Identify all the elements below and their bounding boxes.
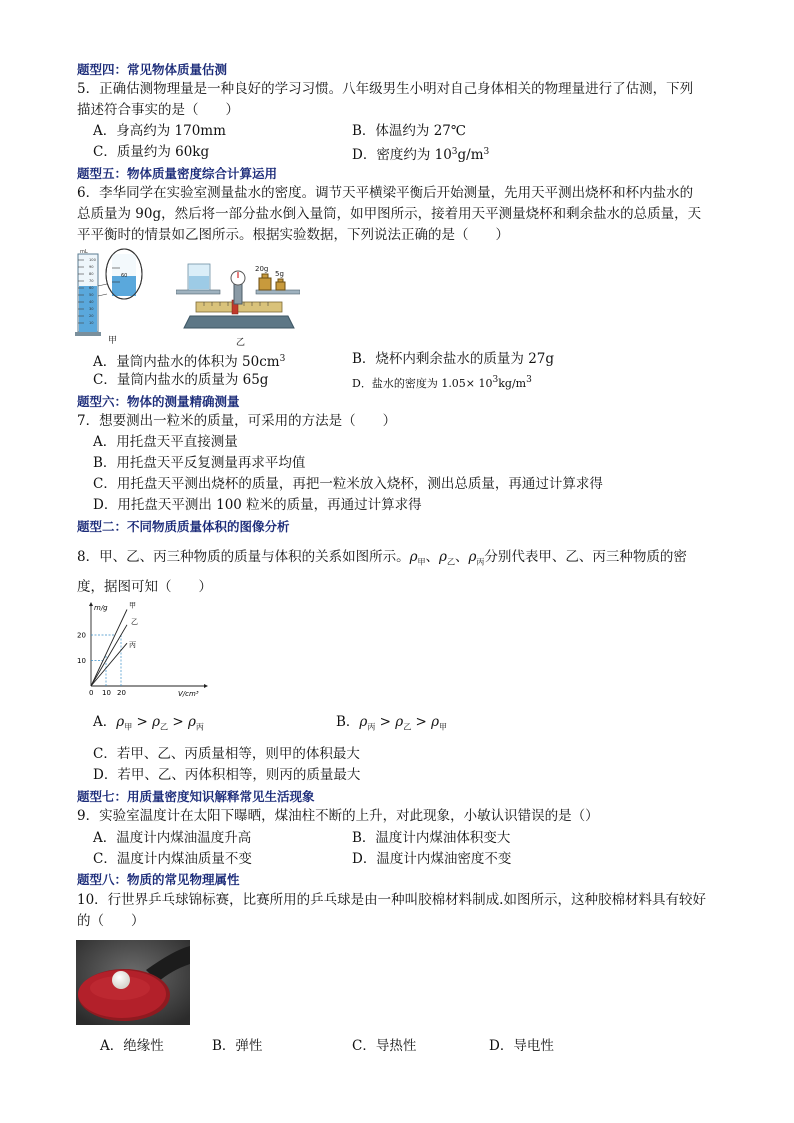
svg-text:100: 100 xyxy=(89,258,96,262)
q6-stem-line1: 6．李华同学在实验室测量盐水的密度。调节天平横梁平衡后开始测量，先用天平测出烧杯和杯内盐水的 xyxy=(77,185,694,201)
series-label-2: 丙 xyxy=(129,641,136,650)
q10-option-c[interactable]: C．导热性 xyxy=(352,1038,417,1054)
svg-text:60: 60 xyxy=(89,286,94,290)
q6-option-c[interactable]: C．量筒内盐水的质量为 65g xyxy=(93,372,269,388)
series-label-0: 甲 xyxy=(129,602,136,610)
svg-text:20: 20 xyxy=(89,314,94,318)
series-label-1: 乙 xyxy=(131,617,138,626)
q7-option-a[interactable]: A．用托盘天平直接测量 xyxy=(93,434,238,450)
q8-option-c[interactable]: C．若甲、乙、丙质量相等，则甲的体积最大 xyxy=(93,746,360,762)
series-line-2 xyxy=(91,643,127,686)
q7-option-c[interactable]: C．用托盘天平测出烧杯的质量，再把一粒米放入烧杯，测出总质量，再通过计算求得 xyxy=(93,476,603,492)
svg-text:30: 30 xyxy=(89,307,94,311)
q6-option-a[interactable]: A．量筒内盐水的体积为 $50cm^3$ xyxy=(93,354,286,370)
q6-option-d[interactable]: D．盐水的密度为 $1.05\times 10^3kg/m^3$ xyxy=(352,375,532,390)
section-heading-4: 题型四：常见物体质量估测 xyxy=(77,62,228,77)
cylinder-unit: mL xyxy=(80,249,88,255)
q5-stem-line2: 描述符合事实的是（ ） xyxy=(77,102,239,118)
section-heading-8: 题型八：物质的常见物理属性 xyxy=(77,872,240,887)
section-heading-6: 题型六：物体的测量精确测量 xyxy=(77,394,240,409)
q9-option-c[interactable]: C．温度计内煤油质量不变 xyxy=(93,851,252,867)
q9-option-a[interactable]: A．温度计内煤油温度升高 xyxy=(93,830,252,846)
svg-text:40: 40 xyxy=(89,300,94,304)
figure-label-yi: 乙 xyxy=(236,338,246,348)
q5-option-d[interactable]: D．密度约为 $10^3g/m^3$ xyxy=(352,147,490,163)
q5-stem-line1: 5．正确估测物理量是一种良好的学习习惯。八年级男生小明对自己身体相关的物理量进行了估测，下列 xyxy=(77,81,694,97)
svg-text:50: 50 xyxy=(89,293,94,297)
q6-stem-line3: 平平衡时的情景如乙图所示。根据实验数据，下列说法正确的是（ ） xyxy=(77,227,509,243)
mass-volume-chart xyxy=(74,602,214,698)
q6-stem-line2: 总质量为 90g，然后将一部分盐水倒入量筒，如甲图所示，接着用天平测量烧杯和剩余盐水的总质量，天 xyxy=(77,206,702,222)
y-axis-arrow xyxy=(89,602,93,606)
svg-text:80: 80 xyxy=(89,272,94,276)
section-heading-7: 题型七：用质量密度知识解释常见生活现象 xyxy=(77,789,315,804)
series-line-1 xyxy=(91,625,127,686)
x-axis-label: V/cm³ xyxy=(178,690,199,698)
y-axis-label: m/g xyxy=(94,604,108,612)
balance-scale-figure xyxy=(176,258,300,334)
q8-option-d[interactable]: D．若甲、乙、丙体积相等，则丙的质量最大 xyxy=(93,767,361,783)
q9-option-d[interactable]: D．温度计内煤油密度不变 xyxy=(352,851,512,867)
x-tick-label-0: 0 xyxy=(89,689,94,697)
weight-20g-label: 20g xyxy=(255,265,269,273)
q7-stem: 7．想要测出一粒米的质量，可采用的方法是（ ） xyxy=(77,413,397,429)
q5-option-b[interactable]: B．体温约为 27℃ xyxy=(352,123,466,139)
q10-option-b[interactable]: B．弹性 xyxy=(212,1038,263,1054)
q9-stem: 9．实验室温度计在太阳下曝晒，煤油柱不断的上升，对此现象，小敏认识错误的是（） xyxy=(77,808,599,824)
q8-option-a[interactable]: A．$\rho_甲 > \rho_乙 > \rho_丙$ xyxy=(93,714,204,732)
graduated-cylinder-figure xyxy=(74,246,146,346)
section-heading-2: 题型二：不同物质质量体积的图像分析 xyxy=(77,519,290,534)
svg-text:70: 70 xyxy=(89,279,94,283)
y-tick-label-0: 10 xyxy=(77,657,86,665)
q8-stem-line2: 度，据图可知（ ） xyxy=(77,579,212,595)
svg-text:90: 90 xyxy=(89,265,94,269)
q6-option-b[interactable]: B．烧杯内剩余盐水的质量为 27g xyxy=(352,351,555,367)
section-heading-5: 题型五：物体质量密度综合计算运用 xyxy=(77,166,278,181)
x-tick-label-1: 10 xyxy=(102,689,111,697)
x-tick-label-2: 20 xyxy=(117,689,126,697)
q10-stem-line1: 10．行世界乒乓球锦标赛，比赛所用的乒乓球是由一种叫胶棉材料制成.如图所示，这种胶棉材料具有较好 xyxy=(77,892,706,908)
weight-5g-label: 5g xyxy=(275,270,284,278)
q9-option-b[interactable]: B．温度计内煤油体积变大 xyxy=(352,830,511,846)
q10-stem-line2: 的（ ） xyxy=(77,913,145,929)
q5-option-c[interactable]: C．质量约为 60kg xyxy=(93,144,210,160)
q8-option-b[interactable]: B．$\rho_丙 > \rho_乙 > \rho_甲$ xyxy=(336,714,448,732)
y-tick-label-1: 20 xyxy=(77,631,86,640)
q10-option-a[interactable]: A．绝缘性 xyxy=(100,1038,164,1054)
figure-label-jia: 甲 xyxy=(108,336,118,346)
q10-option-d[interactable]: D．导电性 xyxy=(489,1038,554,1054)
q8-stem-line1: 8．甲、乙、丙三种物质的质量与体积的关系如图所示。$\rho_甲$、$\rho_乙$、$\rho_丙$分别代表甲、乙、丙三种物质的密 xyxy=(77,549,687,567)
q7-option-b[interactable]: B．用托盘天平反复测量再求平均值 xyxy=(93,455,306,471)
q5-option-a[interactable]: A．身高约为 170mm xyxy=(93,123,226,139)
x-axis-arrow xyxy=(204,684,208,688)
series-line-0 xyxy=(91,610,127,687)
q7-option-d[interactable]: D．用托盘天平测出 100 粒米的质量，再通过计算求得 xyxy=(93,497,422,513)
svg-text:10: 10 xyxy=(89,321,94,325)
zoom-reading: 60 xyxy=(121,273,128,279)
ping-pong-paddle-photo xyxy=(76,940,190,1025)
